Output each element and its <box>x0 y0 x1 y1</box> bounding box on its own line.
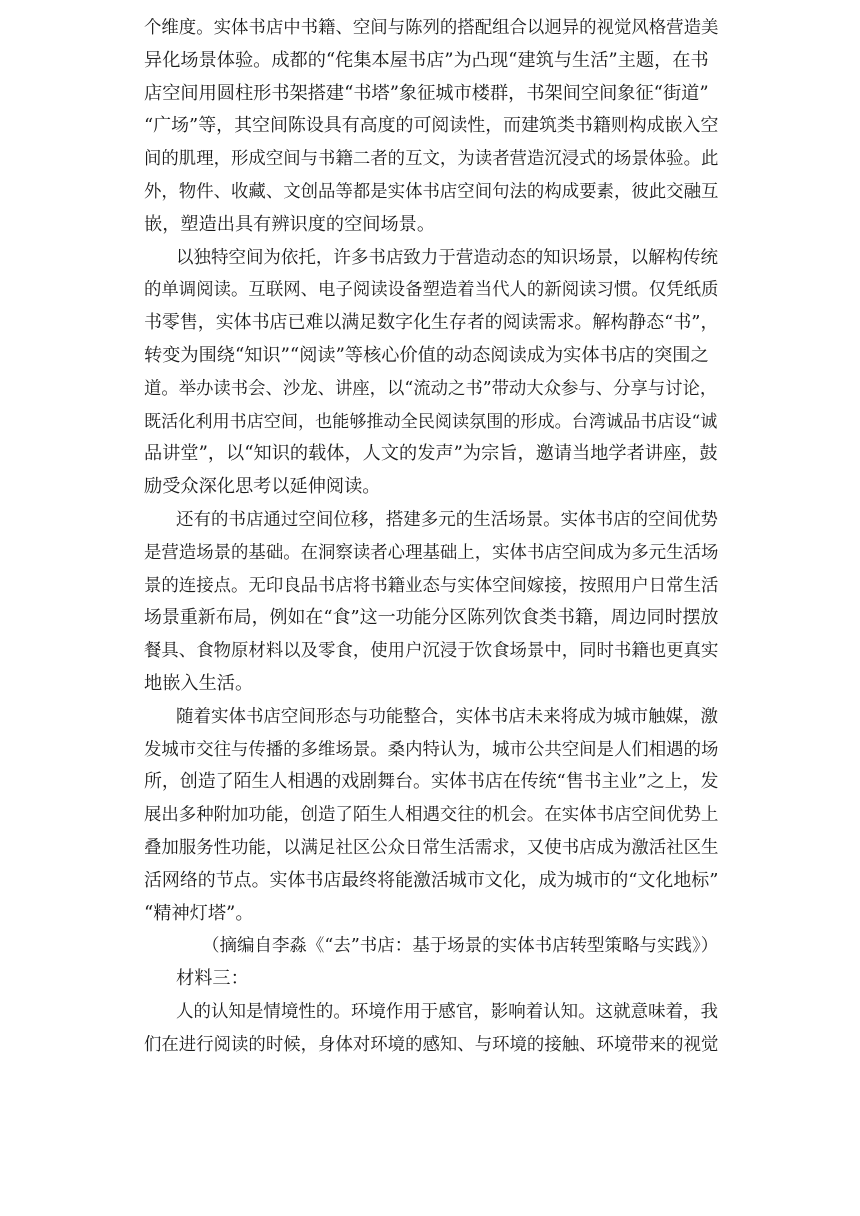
document-page <box>144 12 718 1062</box>
paragraph-material-three <box>144 996 718 1062</box>
text-line: 景的连接点。无印良品书店将书籍业态与实体空间嫁接，按照用户日常生活 <box>144 575 719 596</box>
paragraph-spatial-syntax <box>144 12 718 242</box>
paragraph-life-scene <box>144 504 718 701</box>
text-line: 既活化利用书店空间，也能够推动全民阅读氛围的形成。台湾诚品书店设“诚 <box>144 411 718 432</box>
text-line: 异化场景体验。成都的“侘集本屋书店”为凸现“建筑与生活”主题，在书 <box>144 49 709 71</box>
text-line: 所，创造了陌生人相遇的戏剧舞台。实体书店在传统“售书主业”之上，发 <box>144 771 719 793</box>
text-line: 人的认知是情境性的。环境作用于感官，影响着认知。这就意味着，我 <box>176 1001 719 1022</box>
text-line: 展出多种附加功能，创造了陌生人相遇交往的机会。在实体书店空间优势上 <box>144 805 719 826</box>
text-line: 嵌，塑造出具有辨识度的空间场景。 <box>144 213 436 235</box>
text-line: 以独特空间为依托，许多书店致力于营造动态的知识场景，以解构传统 <box>176 247 719 268</box>
text-line: 店空间用圆柱形书架搭建“书塔”象征城市楼群，书架间空间象征“街道” <box>144 82 709 104</box>
text-line: 随着实体书店空间形态与功能整合，实体书店未来将成为城市触媒，激 <box>176 706 719 727</box>
text-line: 励受众深化思考以延伸阅读。 <box>144 476 381 498</box>
text-line: 间的肌理，形成空间与书籍二者的互文，为读者营造沉浸式的场景体验。此 <box>144 149 719 170</box>
text-line: 餐具、食物原材料以及零食，使用户沉浸于饮食场景中，同时书籍也更真实 <box>144 641 719 662</box>
text-line: “精神灯塔”。 <box>144 902 254 924</box>
text-line: 场景重新布局，例如在“食”这一功能分区陈列饮食类书籍，周边同时摆放 <box>144 607 719 629</box>
text-line: 还有的书店通过空间位移，搭建多元的生活场景。实体书店的空间优势 <box>176 509 719 530</box>
paragraph-knowledge-scene <box>144 242 718 504</box>
text-line: 个维度。实体书店中书籍、空间与陈列的搭配组合以迥异的视觉风格营造美 <box>144 18 719 38</box>
text-line: 的单调阅读。互联网、电子阅读设备塑造着当代人的新阅读习惯。仅凭纸质 <box>144 280 719 301</box>
text-line: 叠加服务性功能，以满足社区公众日常生活需求，又使书店成为激活社区生 <box>144 837 719 858</box>
text-line: 是营造场景的基础。在洞察读者心理基础上，实体书店空间成为多元生活场 <box>144 542 719 563</box>
text-line: 书零售，实体书店已难以满足数字化生存者的阅读需求。解构静态“书”， <box>144 312 719 334</box>
paragraph-city-catalyst <box>144 701 718 931</box>
text-line: 品讲堂”，以“知识的载体，人文的发声”为宗旨，邀请当地学者讲座，鼓 <box>144 443 718 465</box>
text-line: “广场”等，其空间陈设具有高度的可阅读性，而建筑类书籍则构成嵌入空 <box>144 115 719 137</box>
text-line: 活网络的节点。实体书店最终将能激活城市文化，成为城市的“文化地标” <box>144 869 719 891</box>
material-three-heading: 材料三： <box>176 968 249 990</box>
text-line: 转变为围绕“知识”“阅读”等核心价值的动态阅读成为实体书店的突围之 <box>144 344 709 366</box>
text-line: 地嵌入生活。 <box>144 672 254 694</box>
text-line: 发城市交往与传播的多维场景。桑内特认为，城市公共空间是人们相遇的场 <box>144 739 719 760</box>
text-line: 外，物件、收藏、文创品等都是实体书店空间句法的构成要素，彼此交融互 <box>144 181 719 202</box>
text-line: 们在进行阅读的时候，身体对环境的感知、与环境的接触、环境带来的视觉 <box>144 1034 719 1055</box>
text-line: 道。举办读书会、沙龙、讲座，以“流动之书”带动大众参与、分享与讨论， <box>144 378 718 399</box>
source-note: （摘编自李淼《“去”书店：基于场景的实体书店转型策略与实践》） <box>202 936 719 957</box>
